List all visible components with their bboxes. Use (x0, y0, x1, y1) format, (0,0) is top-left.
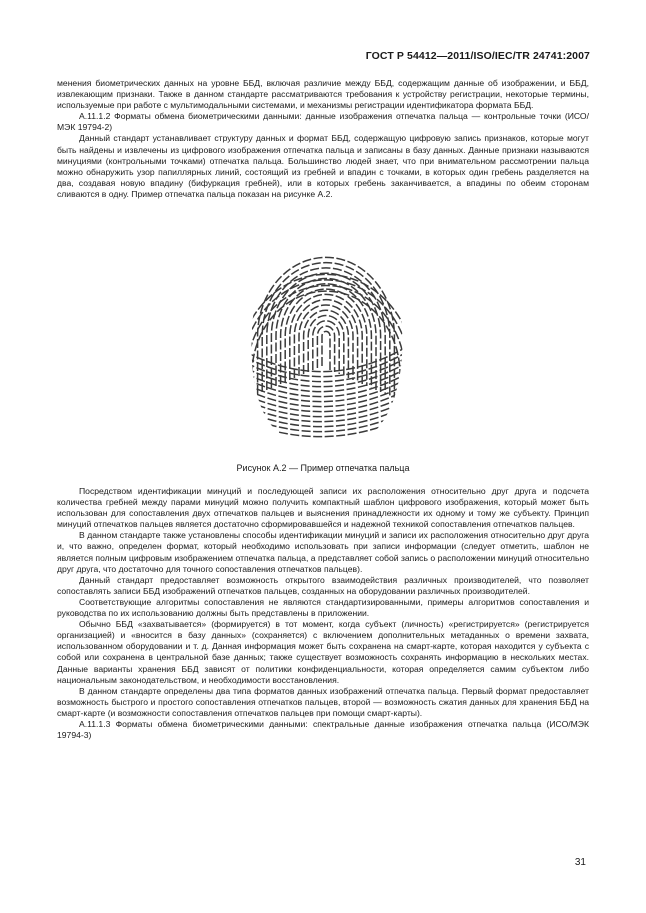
paragraph: В данном стандарте определены два типа форматов данных изображений отпечатка пальца. Первый формат предоставляет возможность быстрого и простого сопоставления отпечатков пальцев, второй — возможность сжатия данных для хранения ББД на смарт-карте (и возможности сопоставления отпечатков пальцев при помощи смарт-карты). (57, 685, 589, 718)
fingerprint-image (246, 244, 408, 448)
fingerprint-ridge (317, 326, 334, 372)
fingerprint-ridge (246, 389, 408, 411)
section-heading-a-11-1-3: А.11.1.3 Форматы обмена биометрическими данными: спектральные данные изображения отпечатка пальца (ИСО/МЭК 19794-3) (57, 718, 589, 741)
section-heading-a-11-1-2: А.11.1.2 Форматы обмена биометрическими данными: данные изображения отпечатка пальца — контрольные точки (ИСО/МЭК 19794-2) (57, 111, 589, 133)
figure-caption: Рисунок А.2 — Пример отпечатка пальца (236, 463, 410, 473)
paragraph: Соответствующие алгоритмы сопоставления не являются стандартизированными, примеры алгоритмов сопоставления и руководства по их использованию должны быть представлены в приложении. (57, 596, 589, 619)
fingerprint-ridge (246, 395, 408, 417)
body-text-bottom (57, 486, 589, 741)
page-header-standard-id: ГОСТ Р 54412—2011/ISO/IEC/TR 24741:2007 (365, 50, 590, 62)
paragraph: Данный стандарт устанавливает структуру данных и формат ББД, содержащую цифровую запись признаков, которые могут быть найдены и извлечены из цифрового изображения отпечатка пальца и записаны в базу данных. Данные признаки называются минуциями (контрольными точками) отпечатка пальца. Большинство людей знает, что при внимательном рассмотрении пальца можно обнаружить узор папиллярных линий, состоящий из гребней и впадин с точками, в которых один гребень разделяется на два, создавая новую впадину (бифуркация гребней), или в которых гребень заканчивается, а впадины по обеим сторонам сливаются в одну. Пример отпечатка пальца показан на рисунке А.2. (57, 133, 589, 199)
paragraph: В данном стандарте также установлены способы идентификации минуций и записи их расположения относительно друг друга и, что важно, определен формат, который необходимо использовать при записи информации (следует отметить, шаблон не является полным цифровым изображением отпечатка пальца, а представляет собой запись о расположении минуций относительно друг друга, что достаточно для точного сопоставления отпечатков пальцев). (57, 530, 589, 574)
paragraph: менения биометрических данных на уровне ББД, включая различие между ББД, содержащим данные об изображении, и ББД, извлекающим признаки. Также в данном стандарте рассматриваются требования к устройству регистрации, некоторые термины, используемые при работе с мультимодальными системами, и механизмы регистрации идентификатора формата ББД. (57, 78, 589, 111)
fingerprint-ridge (322, 331, 330, 370)
body-text-top (57, 78, 589, 200)
paragraph: Обычно ББД «захватывается» (формируется) в тот момент, когда субъект (личность) «регистрируется» (регистрируется организацией) и «вносится в базу данных» (сохраняется) с включением дополнительных метаданных о времени захвата, использованном оборудовании и т. д. Данная информация может быть сохранена на смарт-карте, которая находится у субъекта с собой или сохранена в центральной базе данных; также существует возможность сохранять информацию в нескольких местах. Данные варианты хранения ББД зависят от политики конфиденциальности, которая определяется самим субъектом либо национальным законодательством, и необходимости восстановления. (57, 619, 589, 685)
paragraph: Данный стандарт предоставляет возможность открытого взаимодействия различных производителей, что позволяет сопоставлять записи ББД изображений отпечатков пальцев, созданных на оборудовании различных производителей. (57, 574, 589, 596)
paragraph: Посредством идентификации минуций и последующей записи их расположения относительно друг друга и подсчета количества гребней между парами минуций можно получить компактный шаблон цифрового изображения, который может быть использован для сопоставления двух отпечатков пальцев и выяснения принадлежности их одному и тому же субъекту. Принцип минуций отпечатков пальцев является достаточно сформировавшейся и надежной техникой сопоставления отпечатков пальцев. (57, 486, 589, 530)
page-number: 31 (574, 857, 586, 868)
fingerprint-ridge (304, 310, 349, 378)
